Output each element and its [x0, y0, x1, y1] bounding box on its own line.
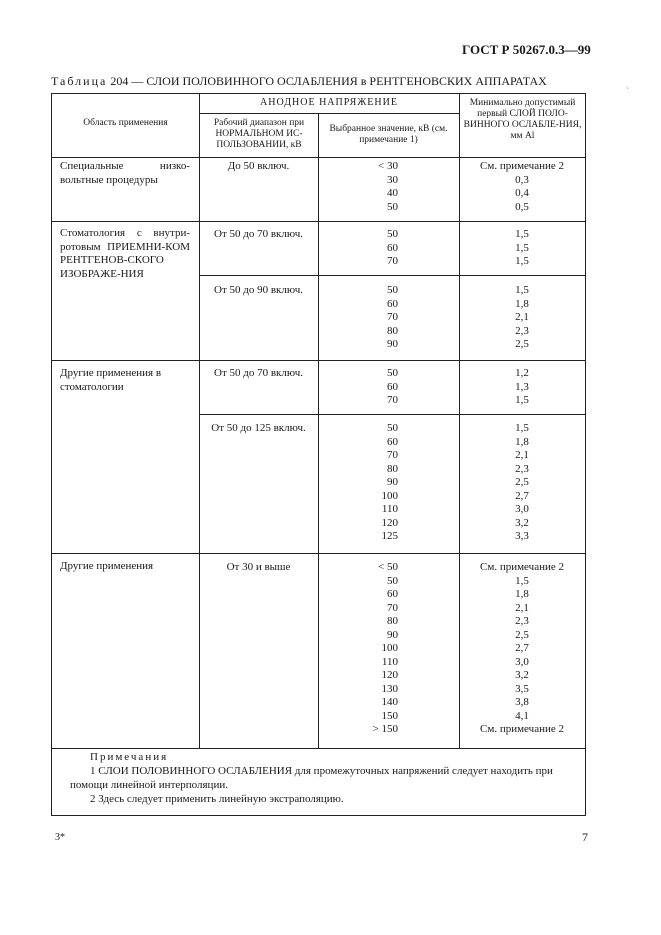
al-value: 0,5 — [515, 200, 529, 213]
range-cell: От 30 и выше — [226, 561, 291, 573]
table-left-border — [51, 93, 52, 816]
al-column — [459, 228, 585, 269]
kv-value: 60 — [387, 588, 398, 600]
kv-value: 110 — [381, 655, 398, 668]
kv-value: 50 — [387, 574, 398, 587]
range-cell: От 50 до 125 включ. — [211, 422, 306, 434]
kv-value: 60 — [387, 435, 398, 448]
kv-value: 60 — [387, 380, 398, 393]
al-value: 3,8 — [515, 696, 529, 708]
area-cell: Специальные низко-вольтные процедуры — [60, 160, 190, 186]
table-notes — [70, 750, 590, 806]
kv-value: 40 — [387, 187, 398, 199]
header-anode-voltage: АНОДНОЕ НАПРЯЖЕНИЕ — [260, 97, 398, 108]
al-value: 1,8 — [515, 435, 529, 448]
al-value: 2,3 — [515, 615, 529, 627]
al-value: 2,3 — [515, 462, 529, 475]
subgroup-rule — [199, 275, 585, 276]
al-column — [459, 561, 585, 737]
kv-value: 120 — [381, 669, 398, 681]
al-value: 2,1 — [515, 311, 529, 323]
kv-value: 80 — [387, 324, 398, 337]
al-value: 1,2 — [515, 367, 529, 379]
al-value: См. примечание 2 — [480, 160, 564, 172]
al-value: 3,0 — [515, 655, 529, 668]
al-value: 1,8 — [515, 297, 529, 310]
table-caption — [51, 74, 547, 89]
standard-number: ГОСТ Р 50267.0.3—99 — [462, 42, 591, 57]
caption-title: 204 — СЛОИ ПОЛОВИННОГО ОСЛАБЛЕНИЯ в РЕНТГЕНОВСКИХ АППАРАТАХ — [107, 74, 547, 88]
kv-value: 80 — [387, 462, 398, 475]
kv-value: 100 — [381, 489, 398, 502]
kv-column — [330, 561, 398, 737]
al-value: 3,2 — [515, 516, 529, 529]
kv-value: 30 — [387, 173, 398, 186]
notes-title: Примечания — [90, 751, 169, 763]
al-value: См. примечание 2 — [480, 723, 564, 735]
kv-value: 100 — [381, 642, 398, 654]
kv-value: 90 — [387, 628, 398, 641]
kv-value: < 30 — [378, 160, 398, 172]
range-cell: От 50 до 90 включ. — [214, 284, 303, 296]
note-item: 2 Здесь следует применить линейную экстраполяцию. — [90, 793, 344, 805]
kv-column — [330, 228, 398, 269]
kv-value: 80 — [387, 615, 398, 627]
header-selected-value: Выбранное значение, кВ (см. примечание 1) — [329, 124, 448, 145]
al-value: 2,3 — [515, 324, 529, 337]
al-value: 2,5 — [515, 628, 529, 641]
header-area: Область применения — [83, 118, 168, 128]
al-value: 3,0 — [515, 503, 529, 515]
kv-value: 50 — [387, 422, 398, 434]
kv-column — [330, 284, 398, 352]
kv-value: > 150 — [372, 723, 398, 735]
al-value: 3,3 — [515, 530, 529, 542]
al-value: 2,5 — [515, 476, 529, 488]
kv-value: 70 — [387, 601, 398, 614]
notes-bottom-border — [51, 815, 585, 816]
header-operating-range: Рабочий диапазон при НОРМАЛЬНОМ ИС-ПОЛЬЗОВАНИИ, кВ — [213, 118, 305, 150]
header-min-layer: Минимально допустимый первый СЛОЙ ПОЛО-ВИННОГО ОСЛАБЛЕ-НИЯ, мм Al — [463, 98, 582, 141]
al-value: 0,3 — [515, 173, 529, 186]
al-column — [459, 422, 585, 544]
al-value: 2,7 — [515, 489, 529, 502]
kv-column — [330, 367, 398, 408]
kv-value: 70 — [387, 394, 398, 406]
kv-value: 120 — [381, 516, 398, 529]
al-value: 1,8 — [515, 588, 529, 600]
kv-value: 110 — [381, 503, 398, 515]
kv-column — [330, 160, 398, 214]
al-column — [459, 367, 585, 408]
al-value: 4,1 — [515, 709, 529, 722]
caption-word: Таблица — [51, 74, 108, 88]
kv-value: 60 — [387, 297, 398, 310]
kv-column — [330, 422, 398, 544]
kv-value: 50 — [387, 284, 398, 296]
table-right-border — [585, 93, 586, 816]
kv-value: 50 — [387, 228, 398, 240]
kv-value: 70 — [387, 311, 398, 323]
al-value: См. примечание 2 — [480, 561, 564, 573]
kv-value: 90 — [387, 338, 398, 350]
al-value: 1,5 — [515, 574, 529, 587]
range-cell: От 50 до 70 включ. — [214, 228, 303, 240]
kv-value: 90 — [387, 476, 398, 488]
al-value: 0,4 — [515, 187, 529, 199]
al-value: 1,5 — [515, 255, 529, 267]
al-value: 1,5 — [515, 284, 529, 296]
subgroup-rule — [199, 414, 585, 415]
anode-header-rule — [199, 113, 459, 114]
al-value: 1,5 — [515, 394, 529, 406]
area-cell: Другие применения — [60, 560, 154, 572]
al-value: 1,5 — [515, 422, 529, 434]
stray-mark: ` — [626, 86, 629, 96]
note-item: 1 СЛОИ ПОЛОВИННОГО ОСЛАБЛЕНИЯ для промежуточных напряжений следует находить при помощи линейной интерполяции. — [70, 765, 553, 791]
area-cell: Другие применения в стоматологии — [60, 367, 162, 393]
column-divider — [199, 93, 200, 748]
kv-value: 130 — [381, 682, 398, 695]
al-value: 1,3 — [515, 380, 529, 393]
al-value: 2,1 — [515, 601, 529, 614]
kv-value: 140 — [381, 696, 398, 708]
al-value: 2,5 — [515, 338, 529, 350]
al-value: 1,5 — [515, 228, 529, 240]
kv-value: 60 — [387, 241, 398, 254]
table-top-border — [51, 93, 585, 94]
al-column — [459, 284, 585, 352]
al-value: 1,5 — [515, 241, 529, 254]
al-value: 2,7 — [515, 642, 529, 654]
kv-value: 70 — [387, 449, 398, 461]
range-cell: От 50 до 70 включ. — [214, 367, 303, 379]
kv-value: 70 — [387, 255, 398, 267]
range-cell: До 50 включ. — [227, 160, 290, 172]
table-bottom-rule — [51, 748, 585, 749]
kv-value: 150 — [381, 709, 398, 722]
al-value: 2,1 — [515, 449, 529, 461]
signature-mark: 3* — [55, 832, 65, 843]
column-divider — [318, 113, 319, 748]
page-number: 7 — [582, 830, 588, 844]
area-cell: Стоматология с внутри-ротовым ПРИЕМНИ-КОМ РЕНТГЕНОВ-СКОГО ИЗОБРАЖЕ-НИЯ — [60, 227, 190, 280]
al-value: 3,2 — [515, 669, 529, 681]
kv-value: 50 — [387, 200, 398, 213]
kv-value: 50 — [387, 367, 398, 379]
kv-value: 125 — [381, 530, 398, 542]
kv-value: < 50 — [378, 561, 398, 573]
al-column — [459, 160, 585, 214]
al-value: 3,5 — [515, 682, 529, 695]
